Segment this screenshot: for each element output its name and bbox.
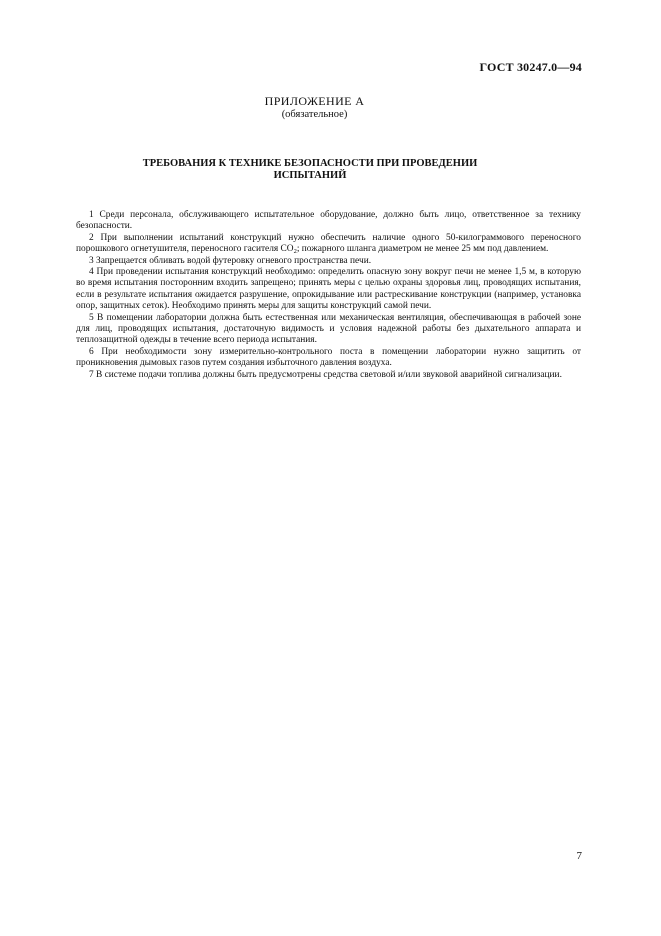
paragraph-3: 3 Запрещается обливать водой футеровку огневого пространства печи.: [89, 255, 372, 266]
appendix-heading: [0, 95, 629, 121]
section-title-line-2: ИСПЫТАНИЙ: [273, 170, 347, 181]
paragraph-4: 4 При проведении испытания конструкций необходимо: определить опасную зону вокруг печи не менее 1,5 м, в которую во время испытания посторонним входить запрещено; принять меры с целью охраны здоровья лиц, проводящих испытания, если в результате испытания ожидается разрушение, опрокидывание или растрескивание конструкции (например, установка опор, защитных сеток). Необходимо принять меры для защиты конструкций самой печи.: [76, 267, 581, 312]
appendix-title: ПРИЛОЖЕНИЕ А: [264, 94, 365, 108]
section-title: [120, 158, 500, 182]
document-code: ГОСТ 30247.0—94: [479, 60, 582, 74]
paragraph-6: 6 При необходимости зону измерительно-контрольного поста в помещении лаборатории нужно защитить от проникновения дымовых газов путем создания избыточного давления воздуха.: [76, 346, 581, 369]
appendix-status-note: (обязательное): [281, 109, 348, 120]
paragraph-1: 1 Среди персонала, обслуживающего испытательное оборудование, должно быть лицо, ответственное за технику безопасности.: [76, 210, 581, 232]
page-number: 7: [576, 850, 582, 862]
paragraph-2: [76, 233, 581, 256]
paragraph-2-text-start: 2 При выполнении испытаний конструкций нужно обеспечить наличие одного 50-килограммового переносного порошкового огнетушителя, переносного гасителя CO: [76, 232, 581, 255]
paragraph-5: 5 В помещении лаборатории должна быть естественная или механическая вентиляция, обеспечивающая в рабочей зоне для лиц, проводящих испытания, достаточную видимость и условия надежной работы без дыхательного аппарата и теплозащитной одежды в течение всего периода испытания.: [76, 312, 581, 346]
paragraph-2-text-end: ; пожарного шланга диаметром не менее 25 мм под давлением.: [296, 244, 549, 255]
section-title-line-1: ТРЕБОВАНИЯ К ТЕХНИКЕ БЕЗОПАСНОСТИ ПРИ ПРОВЕДЕНИИ: [142, 158, 478, 169]
body-text: [76, 210, 581, 381]
paragraph-2-subscript: 2: [293, 248, 297, 256]
paragraph-7: 7 В системе подачи топлива должны быть предусмотрены средства световой и/или звуковой аварийной сигнализации.: [89, 369, 562, 380]
